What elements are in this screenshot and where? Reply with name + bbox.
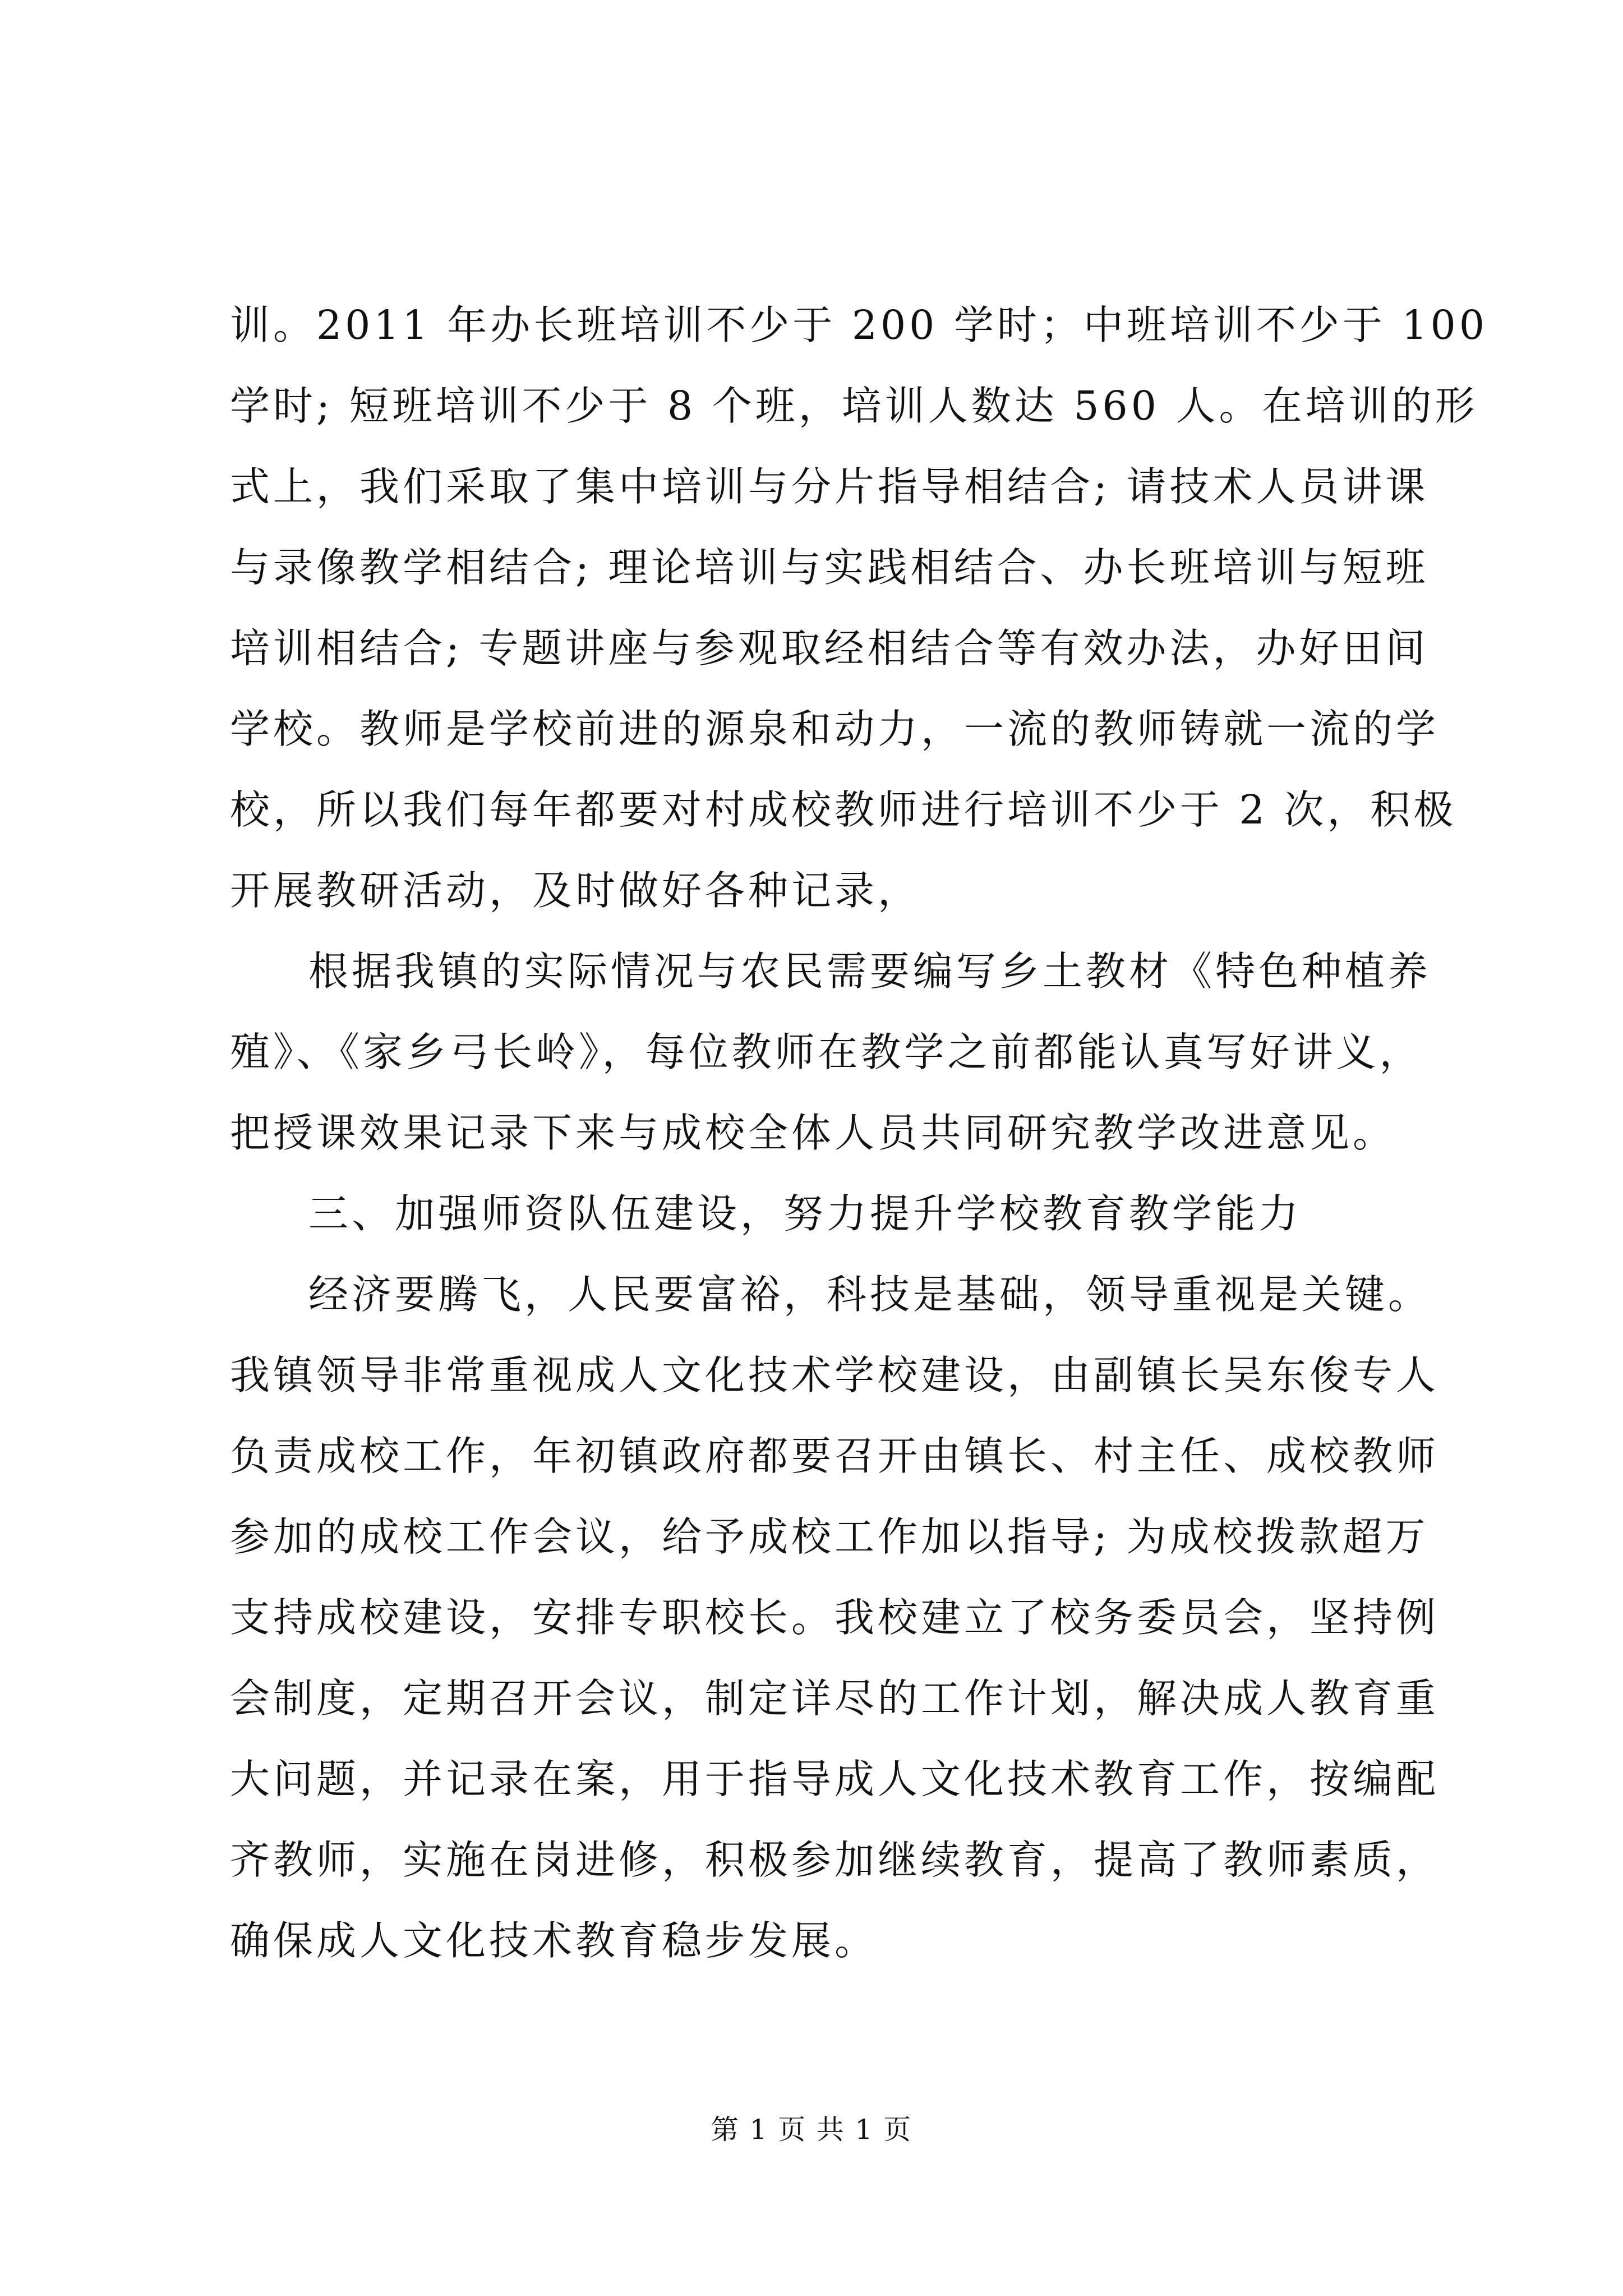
text-line: 负责成校工作，年初镇政府都要召开由镇长、村主任、成校教师 (230, 1433, 1440, 1479)
page-footer: 第 1 页 共 1 页 (711, 2114, 912, 2146)
text-line: 齐教师，实施在岗进修，积极参加继续教育，提高了教师素质， (230, 1837, 1440, 1883)
text-line: 会制度，定期召开会议，制定详尽的工作计划，解决成人教育重 (230, 1675, 1440, 1722)
paragraph-start-line: 根据我镇的实际情况与农民需要编写乡土教材《特色种植养 (308, 948, 1432, 995)
text-line: 支持成校建设，安排专职校长。我校建立了校务委员会，坚持例 (230, 1594, 1440, 1641)
text-line: 校，所以我们每年都要对村成校教师进行培训不少于 2 次，积极 (230, 786, 1457, 833)
text-line: 开展教研活动，及时做好各种记录， (230, 867, 921, 914)
text-line: 与录像教学相结合; 理论培训与实践相结合、办长班培训与短班 (230, 544, 1429, 591)
text-line: 大问题，并记录在案，用于指导成人文化技术教育工作，按编配 (230, 1756, 1440, 1802)
text-line: 把授课效果记录下来与成校全体人员共同研究教学改进意见。 (230, 1110, 1396, 1156)
text-line: 式上，我们采取了集中培训与分片指导相结合; 请技术人员讲课 (230, 463, 1429, 510)
text-line: 殖》、《家乡弓长岭》，每位教师在教学之前都能认真写好讲义， (230, 1029, 1423, 1075)
text-line: 我镇领导非常重视成人文化技术学校建设，由副镇长吴东俊专人 (230, 1352, 1440, 1398)
section-heading: 三、加强师资队伍建设，努力提升学校教育教学能力 (308, 1190, 1302, 1237)
text-line: 训。2011 年办长班培训不少于 200 学时；中班培训不少于 100 (230, 302, 1488, 348)
text-line: 确保成人文化技术教育稳步发展。 (230, 1917, 878, 1964)
paragraph-start-line: 经济要腾飞，人民要富裕，科技是基础，领导重视是关键。 (308, 1271, 1432, 1318)
text-line: 学时; 短班培训不少于 8 个班，培训人数达 560 人。在培训的形 (230, 383, 1478, 429)
text-line: 学校。教师是学校前进的源泉和动力，一流的教师铸就一流的学 (230, 706, 1440, 752)
text-line: 培训相结合; 专题讲座与参观取经相结合等有效办法，办好田间 (230, 625, 1429, 671)
text-line: 参加的成校工作会议，给予成校工作加以指导; 为成校拨款超万 (230, 1513, 1429, 1560)
